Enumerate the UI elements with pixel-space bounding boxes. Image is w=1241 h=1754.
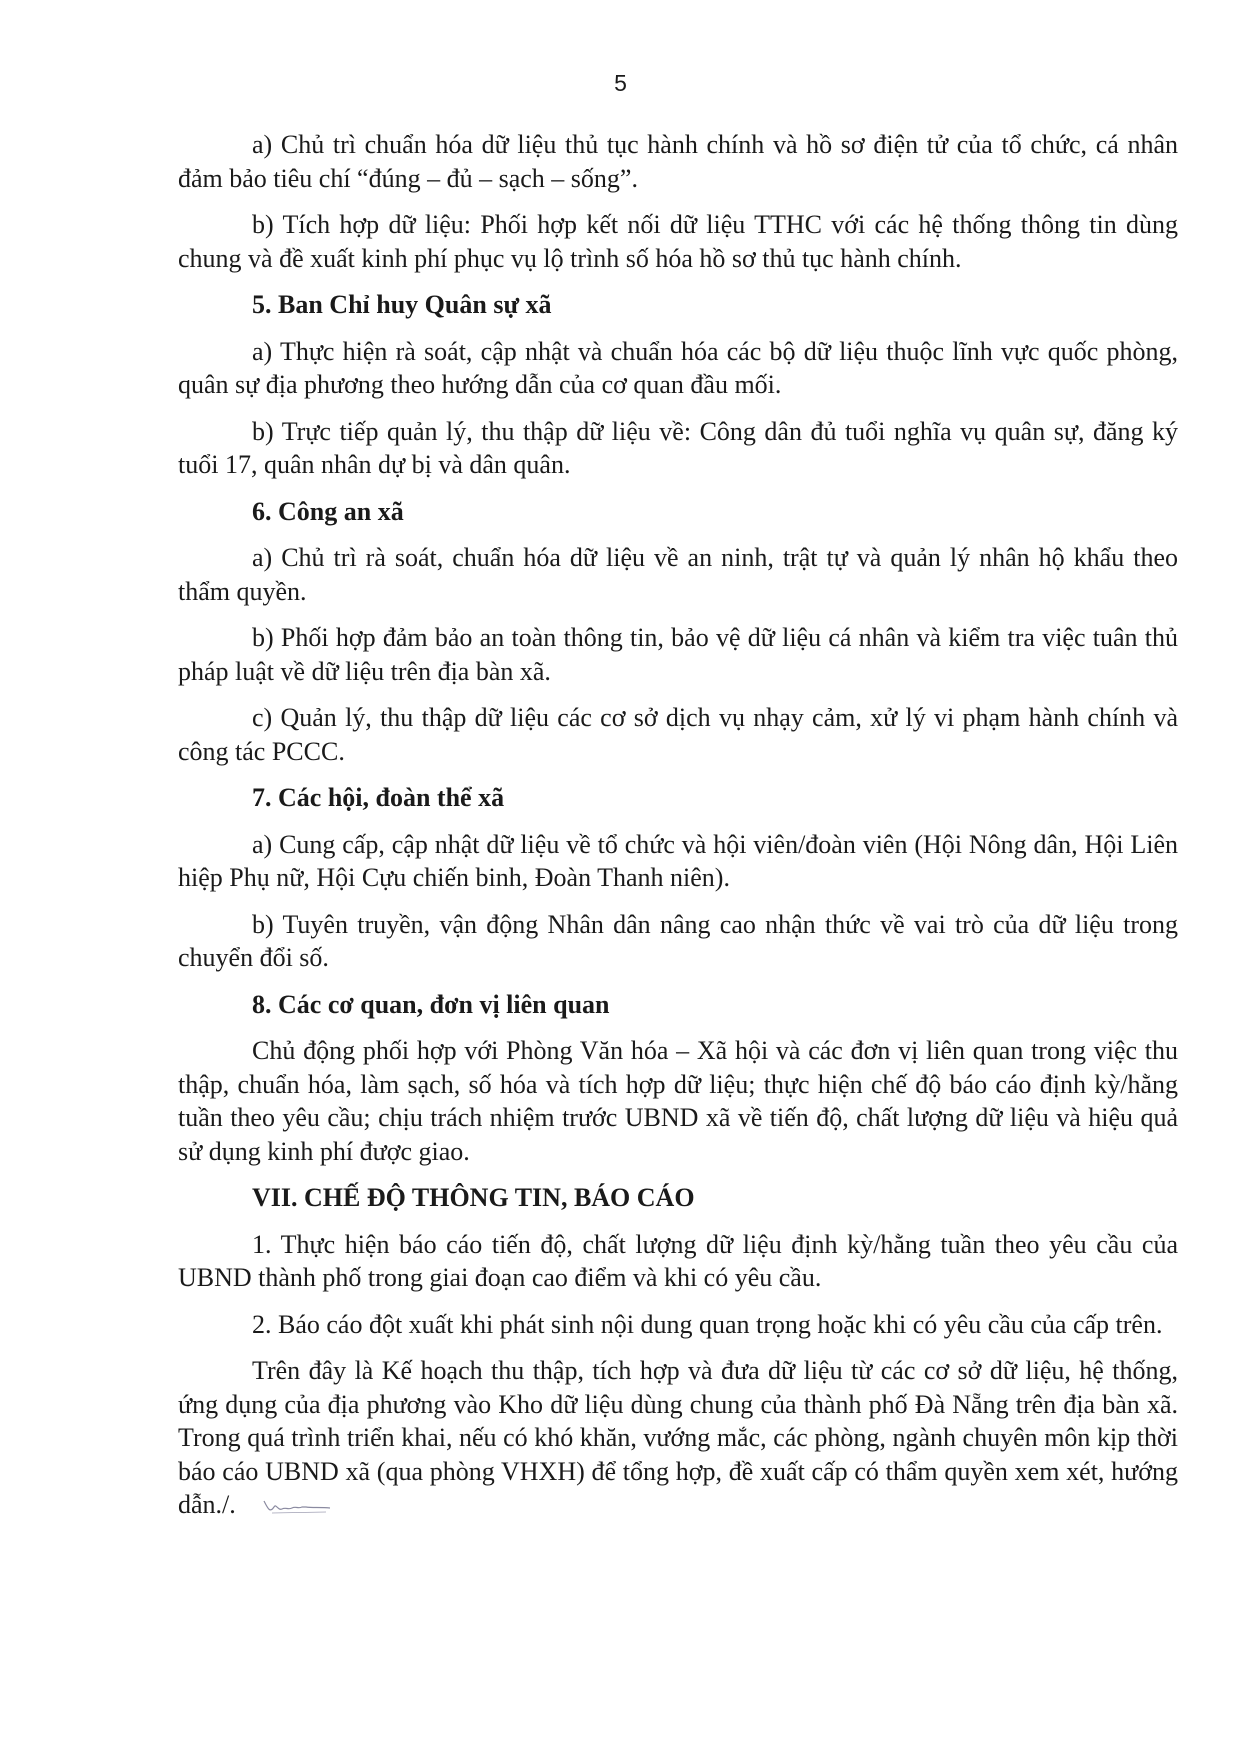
para-7a-text: a) Cung cấp, cập nhật dữ liệu về tổ chức và hội viên/đoàn viên (Hội Nông dân, Hội Liên hiệp Phụ nữ, Hội Cựu chiến binh, Đoàn Thanh niên). [178,829,1178,892]
para-vii-1 [178,1228,1178,1295]
para-4a-text: a) Chủ trì chuẩn hóa dữ liệu thủ tục hành chính và hồ sơ điện tử của tổ chức, cá nhân đảm bảo tiêu chí “đúng – đủ – sạch – sống”. [178,130,1178,193]
para-closing [178,1354,1178,1522]
para-vii-2 [178,1308,1178,1342]
para-5b-text: b) Trực tiếp quản lý, thu thập dữ liệu về: Công dân đủ tuổi nghĩa vụ quân sự, đăng ký tuổi 17, quân nhân dự bị và dân quân. [178,416,1178,479]
para-vii-2-text: 2. Báo cáo đột xuất khi phát sinh nội dung quan trọng hoặc khi có yêu cầu của cấp trên. [252,1309,1163,1339]
para-5a [178,335,1178,402]
heading-8 [178,988,1178,1022]
para-closing-text: Trên đây là Kế hoạch thu thập, tích hợp và đưa dữ liệu từ các cơ sở dữ liệu, hệ thống, ứng dụng của địa phương vào Kho dữ liệu dùng chung của thành phố Đà Nẵng trên địa bàn xã. Trong quá trình triển khai, nếu có khó khăn, vướng mắc, các phòng, ngành chuyên môn kịp thời báo cáo UBND xã (qua phòng VHXH) để tổng hợp, đề xuất cấp có thẩm quyền xem xét, hướng dẫn./. [178,1356,1178,1519]
para-8-text: Chủ động phối hợp với Phòng Văn hóa – Xã hội và các đơn vị liên quan trong việc thu thập, chuẩn hóa, làm sạch, số hóa và tích hợp dữ liệu; thực hiện chế độ báo cáo định kỳ/hằng tuần theo yêu cầu; chịu trách nhiệm trước UBND xã về tiến độ, chất lượng dữ liệu và hiệu quả sử dụng kinh phí được giao. [178,1036,1178,1166]
para-6c-text: c) Quản lý, thu thập dữ liệu các cơ sở dịch vụ nhạy cảm, xử lý vi phạm hành chính và công tác PCCC. [178,703,1178,766]
heading-5 [178,288,1178,322]
para-7b [178,908,1178,975]
para-6a-text: a) Chủ trì rà soát, chuẩn hóa dữ liệu về an ninh, trật tự và quản lý nhân hộ khẩu theo thẩm quyền. [178,543,1178,606]
para-6a [178,541,1178,608]
para-6c [178,701,1178,768]
para-4a [178,128,1178,195]
heading-6-text: 6. Công an xã [252,496,404,526]
para-4b-text: b) Tích hợp dữ liệu: Phối hợp kết nối dữ liệu TTHC với các hệ thống thông tin dùng chung và đề xuất kinh phí phục vụ lộ trình số hóa hồ sơ thủ tục hành chính. [178,210,1178,273]
page-number: 5 [614,70,627,96]
heading-5-text: 5. Ban Chỉ huy Quân sự xã [252,290,552,319]
heading-vii [178,1181,1178,1215]
para-4b [178,208,1178,275]
initials-signature [260,1495,332,1519]
heading-vii-text: VII. CHẾ ĐỘ THÔNG TIN, BÁO CÁO [252,1183,695,1212]
para-7a [178,828,1178,895]
para-6b-text: b) Phối hợp đảm bảo an toàn thông tin, bảo vệ dữ liệu cá nhân và kiểm tra việc tuân thủ pháp luật về dữ liệu trên địa bàn xã. [178,623,1178,686]
para-6b [178,621,1178,688]
heading-7 [178,781,1178,815]
para-5b [178,415,1178,482]
heading-6 [178,495,1178,529]
document-body [178,128,1178,1535]
heading-7-text: 7. Các hội, đoàn thể xã [252,783,505,812]
heading-8-text: 8. Các cơ quan, đơn vị liên quan [252,989,610,1019]
para-8 [178,1034,1178,1168]
para-vii-1-text: 1. Thực hiện báo cáo tiến độ, chất lượng dữ liệu định kỳ/hằng tuần theo yêu cầu của UBND thành phố trong giai đoạn cao điểm và khi có yêu cầu. [178,1229,1178,1292]
para-5a-text: a) Thực hiện rà soát, cập nhật và chuẩn hóa các bộ dữ liệu thuộc lĩnh vực quốc phòng, quân sự địa phương theo hướng dẫn của cơ quan đầu mối. [178,336,1178,399]
para-7b-text: b) Tuyên truyền, vận động Nhân dân nâng cao nhận thức về vai trò của dữ liệu trong chuyển đổi số. [178,909,1178,972]
